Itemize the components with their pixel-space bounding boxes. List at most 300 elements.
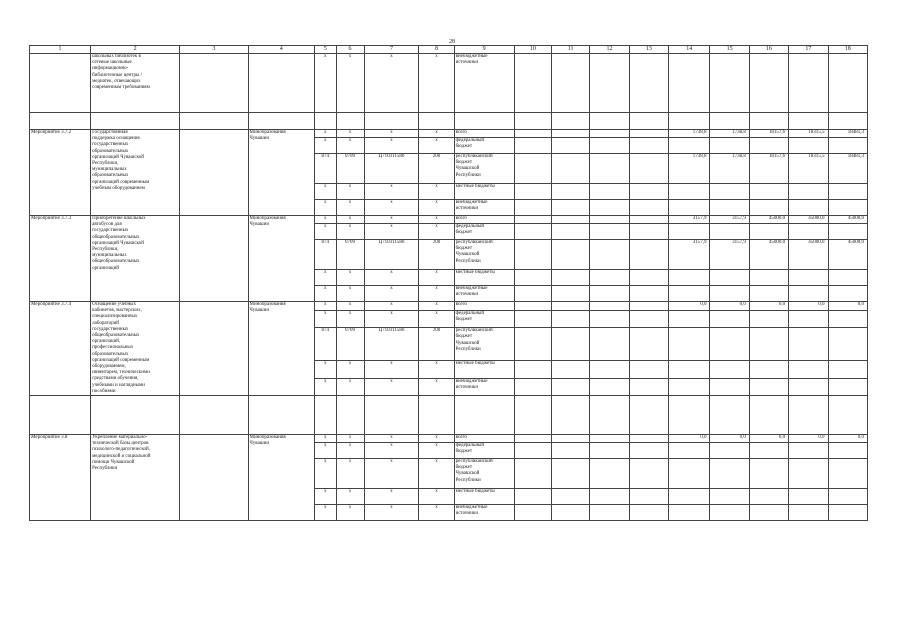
classifier-code: x [419, 184, 454, 200]
value-cell [514, 138, 551, 154]
value-cell [590, 378, 629, 396]
amount-cell [710, 505, 749, 521]
spacer-cell [30, 396, 91, 435]
value-cell [629, 184, 668, 200]
classifier-code: x [314, 286, 336, 302]
value-cell [514, 459, 551, 489]
classifier-code: x [336, 443, 364, 459]
value-cell [552, 154, 590, 184]
column-number: 16 [749, 46, 788, 54]
value-cell [590, 310, 629, 327]
classifier-code: x [364, 224, 419, 240]
spacer-cell [91, 113, 180, 130]
continuation-row [30, 54, 868, 113]
value-cell [590, 54, 629, 113]
value-cell [552, 138, 590, 154]
amount-cell [749, 200, 788, 216]
classifier-code: x [336, 435, 364, 443]
amount-cell: 45000,0 [789, 216, 828, 224]
amount-cell [789, 328, 828, 361]
value-cell [590, 489, 629, 505]
spacer-cell [314, 113, 336, 130]
amount-cell [789, 138, 828, 154]
value-cell [514, 361, 551, 378]
amount-cell [669, 361, 710, 378]
value-cell [789, 54, 828, 113]
value-cell [590, 361, 629, 378]
amount-cell [710, 286, 749, 302]
amount-cell: 1738,8 [669, 130, 710, 138]
value-cell [629, 505, 668, 521]
classifier-code: Ц710311580 [364, 240, 419, 270]
amount-cell: 0,0 [669, 435, 710, 443]
spacer-cell [30, 113, 91, 130]
classifier-code: x [364, 361, 419, 378]
column-number: 3 [180, 46, 248, 54]
spacer-cell [514, 113, 551, 130]
event-row [30, 302, 868, 311]
value-cell [629, 302, 668, 311]
value-cell [514, 302, 551, 311]
classifier-code: x [419, 200, 454, 216]
value-cell [590, 138, 629, 154]
event-label: Мероприятие 3.7.2 [30, 130, 91, 216]
amount-cell [828, 224, 867, 240]
amount-cell: 0,0 [710, 435, 749, 443]
event-label: Мероприятие 3.7.3 [30, 216, 91, 302]
amount-cell [789, 378, 828, 396]
amount-cell [789, 224, 828, 240]
value-cell [828, 54, 867, 113]
value-cell [710, 54, 749, 113]
funding-source: всего [454, 435, 514, 443]
funding-source: внебюджетные источники [454, 200, 514, 216]
amount-cell [828, 310, 867, 327]
classifier-code: x [314, 224, 336, 240]
empty-cell [180, 216, 248, 302]
value-cell [629, 443, 668, 459]
amount-cell [749, 378, 788, 396]
amount-cell [749, 489, 788, 505]
value-cell [629, 328, 668, 361]
funding-source: федеральный бюджет [454, 224, 514, 240]
value-cell [514, 240, 551, 270]
amount-cell [710, 378, 749, 396]
column-number: 18 [828, 46, 867, 54]
amount-cell: 18157,6 [749, 154, 788, 184]
value-cell [514, 54, 551, 113]
classifier-code: x [336, 505, 364, 521]
funding-source: местные бюджеты [454, 270, 514, 286]
funding-source: всего [454, 216, 514, 224]
classifier-code: x [419, 302, 454, 311]
funding-source: внебюджетные источники [454, 286, 514, 302]
value-cell [514, 130, 551, 138]
value-cell [590, 154, 629, 184]
classifier-code: x [419, 505, 454, 521]
amount-cell [669, 270, 710, 286]
value-cell [514, 443, 551, 459]
funding-source: республиканский бюджет Чувашской Республики [454, 154, 514, 184]
executor: Минобразования Чувашии [248, 216, 314, 302]
amount-cell [789, 270, 828, 286]
column-number: 6 [336, 46, 364, 54]
classifier-code: x [314, 361, 336, 378]
value-cell [629, 138, 668, 154]
funding-source: всего [454, 302, 514, 311]
event-row [30, 435, 868, 443]
amount-cell: 45000,0 [749, 240, 788, 270]
spacer-cell [364, 396, 419, 435]
spacer-cell [789, 396, 828, 435]
classifier-code: x [364, 216, 419, 224]
classifier-code: x [336, 489, 364, 505]
amount-cell [710, 310, 749, 327]
value-cell [629, 224, 668, 240]
amount-cell [749, 138, 788, 154]
amount-cell [669, 443, 710, 459]
classifier-code: x [419, 361, 454, 378]
amount-cell [828, 489, 867, 505]
executor: Минобразования Чувашии [248, 130, 314, 216]
executor: Минобразования Чувашии [248, 302, 314, 396]
column-number: 7 [364, 46, 419, 54]
funding-source: федеральный бюджет [454, 138, 514, 154]
spacer-row [30, 113, 868, 130]
classifier-code: x [364, 130, 419, 138]
spacer-row [30, 396, 868, 435]
amount-cell [669, 489, 710, 505]
amount-cell [828, 286, 867, 302]
amount-cell [789, 200, 828, 216]
executor: Минобразования Чувашии [248, 435, 314, 521]
event-name: Укрепление материально- технической базы центров психолого-педагогической, медицинской и социальной помощи Чувашской Республики [91, 435, 180, 521]
classifier-code: 874 [314, 328, 336, 361]
amount-cell [710, 200, 749, 216]
amount-cell: 0,0 [749, 435, 788, 443]
amount-cell: 3157,9 [710, 216, 749, 224]
amount-cell [669, 184, 710, 200]
spacer-cell [669, 113, 710, 130]
spacer-cell [629, 396, 668, 435]
value-cell [590, 286, 629, 302]
value-cell [590, 328, 629, 361]
classifier-code: x [419, 130, 454, 138]
classifier-code: 200 [419, 240, 454, 270]
funding-source: федеральный бюджет [454, 443, 514, 459]
classifier-code: x [336, 361, 364, 378]
event-name: Оснащение учебных кабинетов, мастерских, специализированных лабораторий государственных общеобразовательных организаций, профессиональных образовательных организаций современным оборудованием, инвентарем, техническими средствами обучения, учебными и наглядными пособиями [91, 302, 180, 396]
amount-cell [789, 459, 828, 489]
classifier-code: x [336, 184, 364, 200]
classifier-code: x [336, 224, 364, 240]
column-number: 2 [91, 46, 180, 54]
classifier-code: x [314, 270, 336, 286]
event-label: Мероприятие 3.7.4 [30, 302, 91, 396]
value-cell [552, 270, 590, 286]
amount-cell: 45000,0 [828, 240, 867, 270]
amount-cell [710, 224, 749, 240]
classifier-code: x [314, 138, 336, 154]
spacer-cell [669, 396, 710, 435]
column-number: 5 [314, 46, 336, 54]
classifier-code: Ц710311580 [364, 328, 419, 361]
classifier-code: x [314, 443, 336, 459]
value-cell [590, 435, 629, 443]
event-label: Мероприятие 3.8 [30, 435, 91, 521]
classifier-code: x [419, 286, 454, 302]
amount-cell: 18481,3 [828, 154, 867, 184]
classifier-code: x [419, 138, 454, 154]
classifier-code: x [364, 286, 419, 302]
classifier-code: x [314, 200, 336, 216]
value-cell [514, 505, 551, 521]
value-cell [552, 302, 590, 311]
classifier-code: 200 [419, 328, 454, 361]
amount-cell: 1738,8 [710, 130, 749, 138]
spacer-cell [91, 396, 180, 435]
amount-cell [828, 184, 867, 200]
column-number: 13 [629, 46, 668, 54]
classifier-code: x [364, 200, 419, 216]
funding-source: республиканский бюджет Чувашской Республики [454, 240, 514, 270]
spacer-cell [552, 396, 590, 435]
classifier-code: x [336, 378, 364, 396]
value-cell [514, 184, 551, 200]
budget-table [29, 45, 868, 521]
spacer-cell [454, 396, 514, 435]
value-cell [629, 240, 668, 270]
column-number: 4 [248, 46, 314, 54]
value-cell [514, 286, 551, 302]
classifier-code: x [419, 443, 454, 459]
classifier-code: x [419, 224, 454, 240]
spacer-cell [749, 113, 788, 130]
amount-cell: 45000,0 [749, 216, 788, 224]
column-number: 8 [419, 46, 454, 54]
spacer-cell [314, 396, 336, 435]
amount-cell: 0,0 [789, 302, 828, 311]
column-number: 14 [669, 46, 710, 54]
amount-cell [669, 459, 710, 489]
amount-cell [749, 310, 788, 327]
classifier-code: x [419, 54, 454, 113]
amount-cell [669, 310, 710, 327]
value-cell [552, 378, 590, 396]
spacer-cell [710, 113, 749, 130]
column-number: 10 [514, 46, 551, 54]
event-row [30, 130, 868, 138]
classifier-code: x [364, 443, 419, 459]
value-cell [552, 310, 590, 327]
classifier-code: x [336, 138, 364, 154]
amount-cell [789, 505, 828, 521]
amount-cell [789, 310, 828, 327]
classifier-code: 0709 [336, 328, 364, 361]
amount-cell: 18481,3 [828, 130, 867, 138]
value-cell [629, 361, 668, 378]
event-label-cell [30, 54, 91, 113]
value-cell [590, 200, 629, 216]
amount-cell [669, 328, 710, 361]
amount-cell [749, 286, 788, 302]
amount-cell: 45000,0 [828, 216, 867, 224]
classifier-code: x [336, 459, 364, 489]
empty-cell [180, 435, 248, 521]
classifier-code: x [336, 54, 364, 113]
amount-cell [669, 505, 710, 521]
value-cell [629, 154, 668, 184]
classifier-code: x [336, 302, 364, 311]
classifier-code: x [314, 310, 336, 327]
event-name-cell: школьных библиотек в сетевые школьные информационно- библиотечные центры / медиатек, отвечающих современным требованиям [91, 54, 180, 113]
classifier-code: x [364, 270, 419, 286]
empty-cell [180, 130, 248, 216]
amount-cell: 45000,0 [789, 240, 828, 270]
value-cell [629, 459, 668, 489]
funding-source: федеральный бюджет [454, 310, 514, 327]
spacer-cell [828, 396, 867, 435]
spacer-cell [364, 113, 419, 130]
amount-cell [710, 138, 749, 154]
classifier-code: x [364, 435, 419, 443]
amount-cell [710, 489, 749, 505]
value-cell [552, 216, 590, 224]
amount-cell [789, 286, 828, 302]
value-cell [552, 54, 590, 113]
amount-cell [828, 361, 867, 378]
classifier-code: x [314, 302, 336, 311]
value-cell [629, 270, 668, 286]
column-number: 15 [710, 46, 749, 54]
amount-cell: 18157,6 [749, 130, 788, 138]
classifier-code: x [364, 489, 419, 505]
amount-cell [710, 459, 749, 489]
classifier-code: 200 [419, 154, 454, 184]
amount-cell [710, 184, 749, 200]
empty-cell [180, 54, 248, 113]
classifier-code: x [314, 184, 336, 200]
spacer-cell [749, 396, 788, 435]
amount-cell [828, 328, 867, 361]
classifier-code: 0709 [336, 240, 364, 270]
classifier-code: x [314, 216, 336, 224]
spacer-cell [828, 113, 867, 130]
spacer-cell [789, 113, 828, 130]
spacer-cell [590, 113, 629, 130]
amount-cell [749, 443, 788, 459]
funding-source: местные бюджеты [454, 184, 514, 200]
classifier-code: x [336, 216, 364, 224]
column-number: 12 [590, 46, 629, 54]
amount-cell [669, 224, 710, 240]
classifier-code: x [314, 505, 336, 521]
value-cell [629, 130, 668, 138]
executor-cell [248, 54, 314, 113]
funding-source: всего [454, 130, 514, 138]
value-cell [514, 154, 551, 184]
amount-cell [669, 200, 710, 216]
amount-cell [828, 505, 867, 521]
amount-cell [749, 361, 788, 378]
classifier-code: Ц710311580 [364, 154, 419, 184]
amount-cell: 0,0 [669, 302, 710, 311]
value-cell [552, 505, 590, 521]
funding-source: местные бюджеты [454, 489, 514, 505]
classifier-code: x [336, 270, 364, 286]
classifier-code: x [419, 459, 454, 489]
amount-cell: 1738,8 [669, 154, 710, 184]
amount-cell: 0,0 [710, 302, 749, 311]
column-number: 17 [789, 46, 828, 54]
amount-cell [789, 443, 828, 459]
spacer-cell [180, 396, 248, 435]
page-number: 28 [449, 39, 455, 45]
value-cell [590, 505, 629, 521]
classifier-code: x [419, 270, 454, 286]
spacer-cell [629, 113, 668, 130]
amount-cell [828, 378, 867, 396]
classifier-code: x [336, 130, 364, 138]
spacer-cell [336, 113, 364, 130]
amount-cell: 0,0 [828, 302, 867, 311]
value-cell [514, 224, 551, 240]
value-cell [629, 435, 668, 443]
value-cell [590, 240, 629, 270]
event-name: Государственная поддержка оснащения государственных образовательных организаций Чувашской Республики, муниципальных образовательных организаций современным учебным оборудованием [91, 130, 180, 216]
column-number: 1 [30, 46, 91, 54]
amount-cell [710, 328, 749, 361]
amount-cell [789, 184, 828, 200]
classifier-code: x [419, 310, 454, 327]
amount-cell [749, 184, 788, 200]
amount-cell [710, 443, 749, 459]
classifier-code: 874 [314, 154, 336, 184]
value-cell [590, 216, 629, 224]
value-cell [552, 286, 590, 302]
spacer-cell [552, 113, 590, 130]
amount-cell [828, 270, 867, 286]
classifier-code: x [419, 378, 454, 396]
amount-cell [749, 328, 788, 361]
value-cell [514, 310, 551, 327]
amount-cell [789, 361, 828, 378]
amount-cell [789, 489, 828, 505]
classifier-code: x [419, 216, 454, 224]
value-cell [514, 378, 551, 396]
amount-cell [669, 286, 710, 302]
funding-source: внебюджетные источники [454, 54, 514, 113]
spacer-cell [419, 113, 454, 130]
event-name: Приобретение школьных автобусов для государственных общеобразовательных организаций Чувашской Республики, муниципальных общеобразовательных организаций [91, 216, 180, 302]
value-cell [629, 310, 668, 327]
spacer-cell [590, 396, 629, 435]
value-cell [552, 184, 590, 200]
amount-cell: 18315,5 [789, 154, 828, 184]
value-cell [590, 270, 629, 286]
amount-cell [710, 270, 749, 286]
amount-cell [828, 200, 867, 216]
value-cell [552, 459, 590, 489]
classifier-code: x [419, 489, 454, 505]
amount-cell [710, 361, 749, 378]
classifier-code: x [364, 138, 419, 154]
value-cell [514, 435, 551, 443]
value-cell [514, 200, 551, 216]
value-cell [590, 302, 629, 311]
classifier-code: x [336, 310, 364, 327]
classifier-code: x [314, 54, 336, 113]
